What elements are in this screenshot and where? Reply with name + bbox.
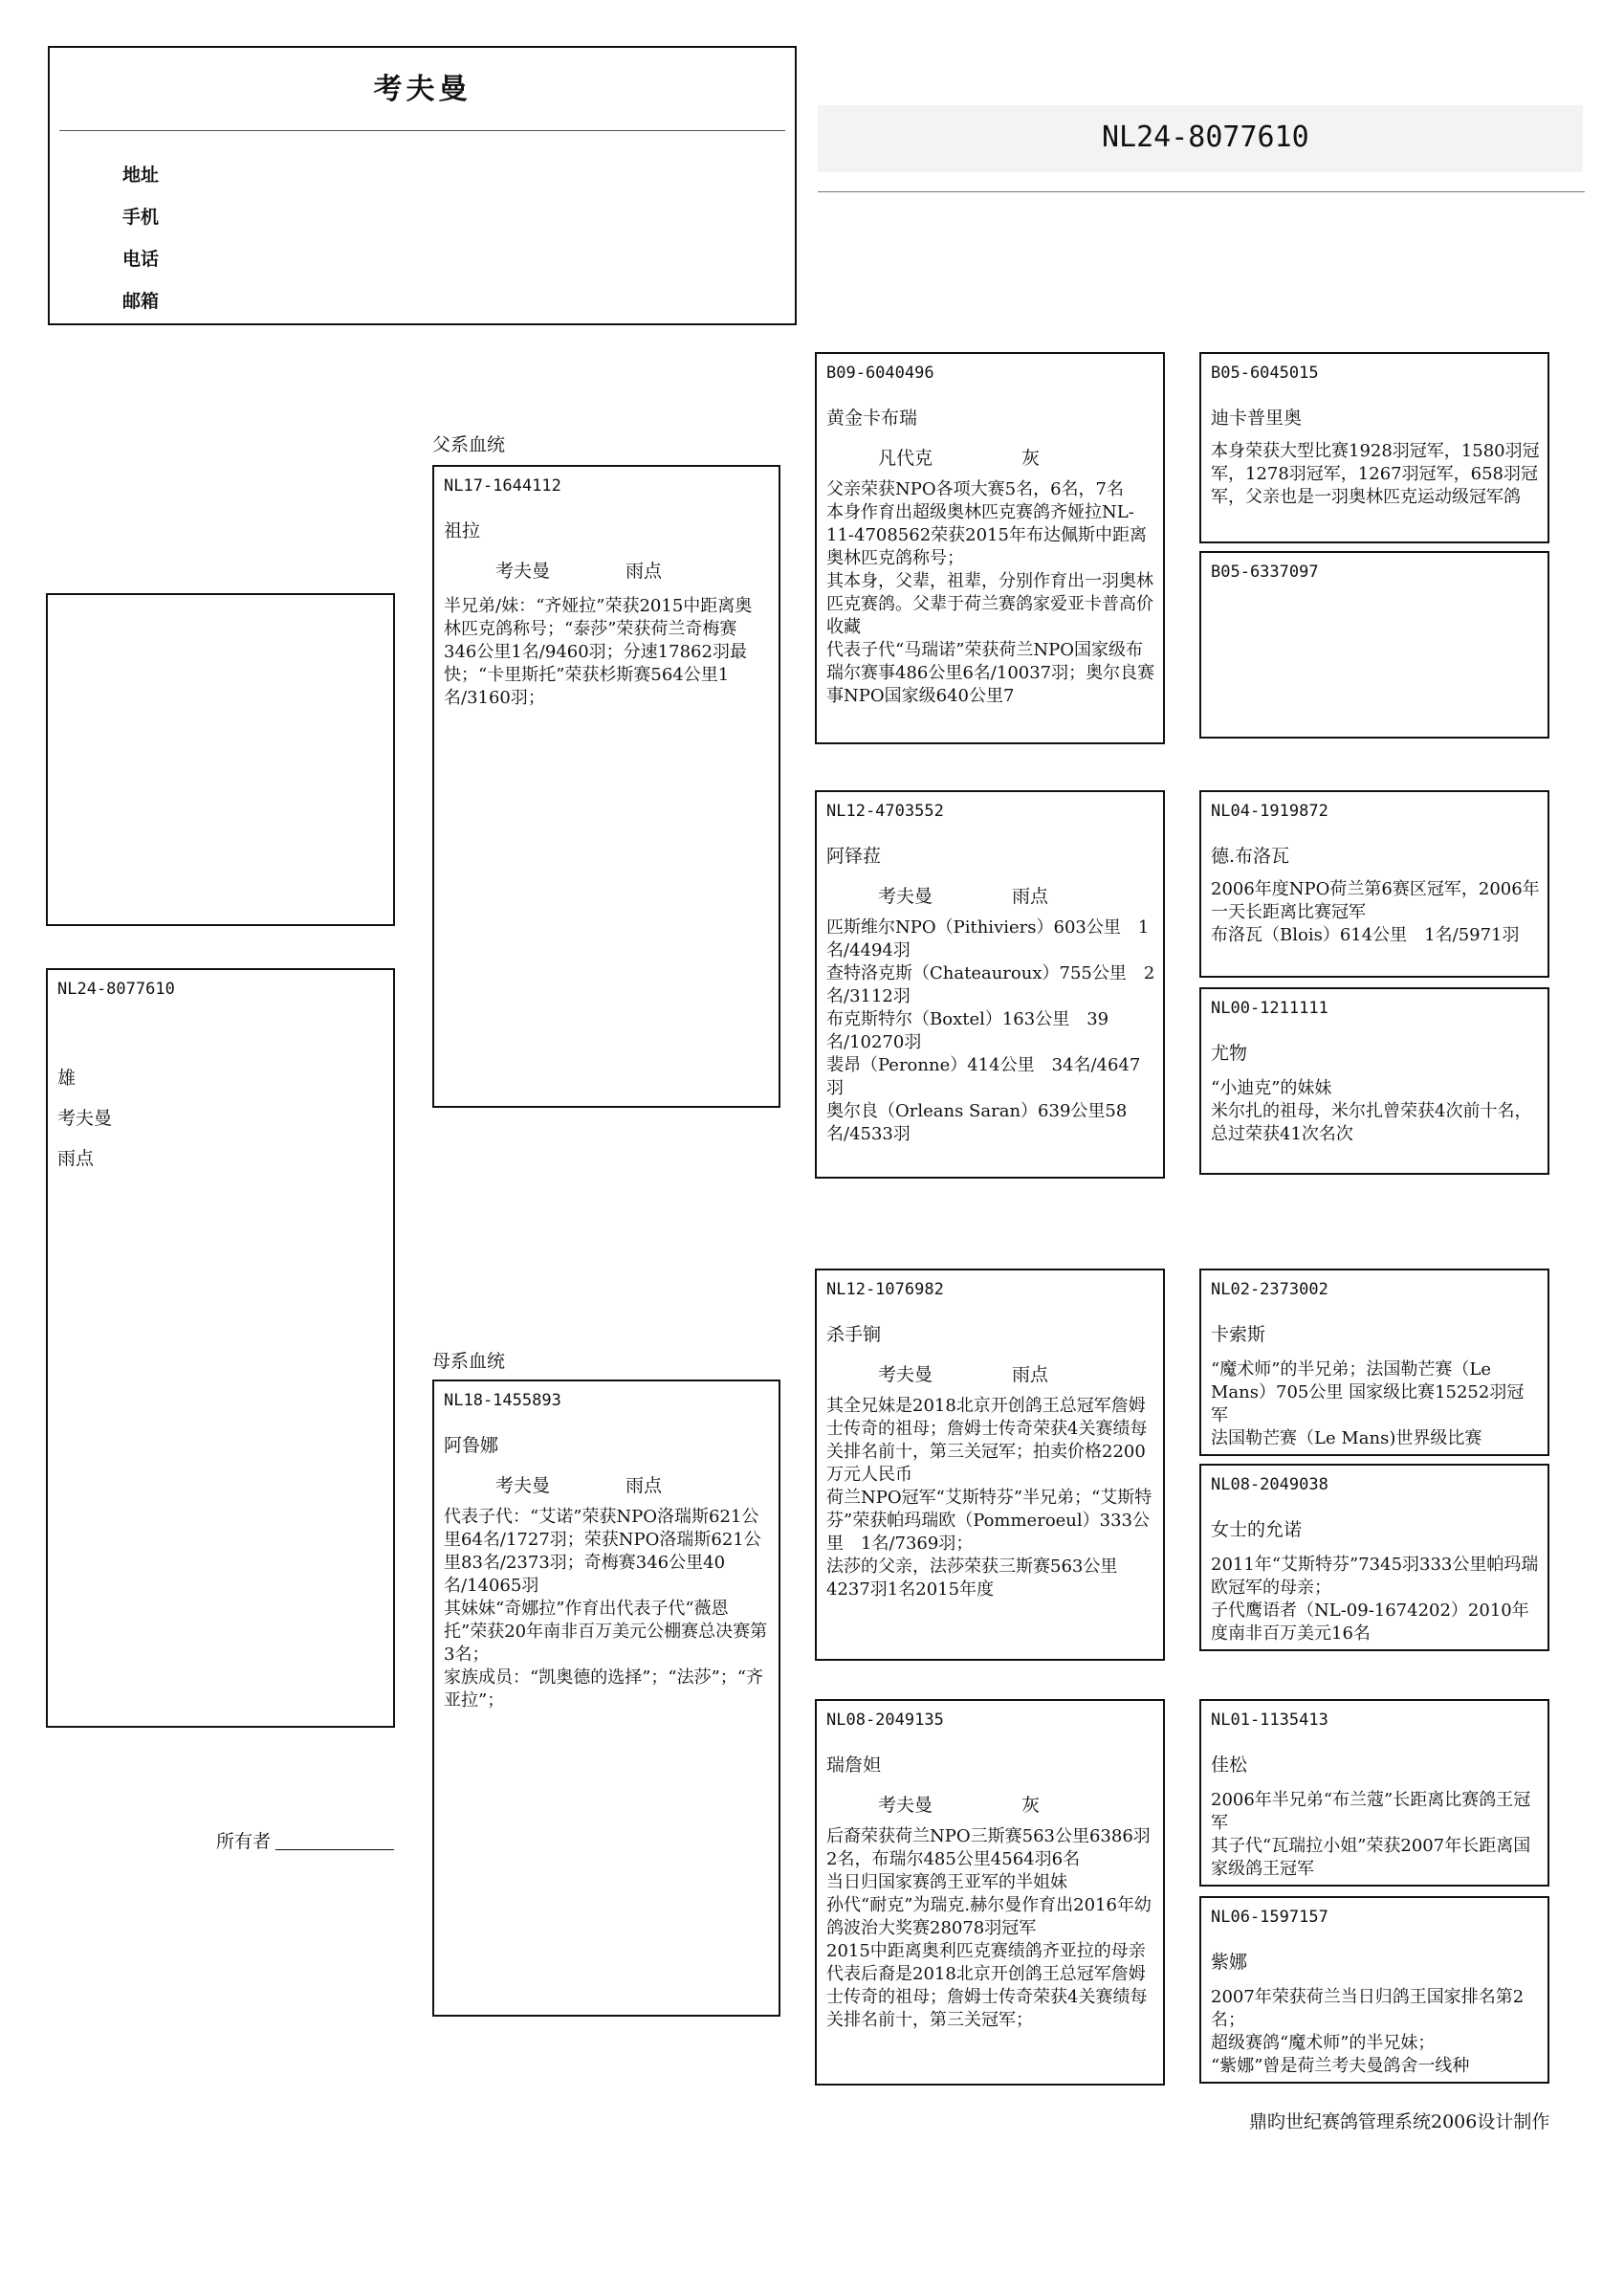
dss-ring: NL02-2373002 — [1211, 1280, 1328, 1299]
sdd-box — [1199, 987, 1549, 1175]
owner-label: 所有者 — [216, 1831, 272, 1852]
ddd-name: 紫娜 — [1211, 1952, 1248, 1973]
sdd-ring: NL00-1211111 — [1211, 999, 1328, 1018]
dam-color: 雨点 — [625, 1475, 663, 1496]
subject-sex: 雄 — [57, 1068, 77, 1089]
dam-sire-strain: 考夫曼 — [878, 1364, 933, 1385]
ddd-box — [1199, 1896, 1549, 2084]
sire-sire-ring: B09-6040496 — [826, 364, 934, 383]
email-label: 邮箱 — [122, 291, 160, 312]
dam-dam-name: 瑞詹妲 — [826, 1755, 882, 1776]
dds-ring: NL01-1135413 — [1211, 1711, 1328, 1730]
sire-dam-description: 匹斯维尔NPO（Pithiviers）603公里 1名/4494羽 查特洛克斯（Chateauroux）755公里 2名/3112羽 布克斯特尔（Boxtel）163公里 39名/10270羽 裴昂（Peronne）414公里 34名/4647羽 奥尔良（Orleans Saran）639公里58名/4533羽 — [826, 917, 1155, 1144]
dds-description: 2006年半兄弟“布兰蔻”长距离比赛鸽王冠军 其子代“瓦瑞拉小姐”荣获2007年长距离国家级鸽王冠军 — [1211, 1790, 1531, 1879]
dsd-name: 女士的允诺 — [1211, 1519, 1303, 1540]
sds-box — [1199, 790, 1549, 978]
pigeon-ring-number: NL24-8077610 — [1102, 121, 1309, 154]
sire-strain: 考夫曼 — [495, 561, 551, 582]
sire-sire-name: 黄金卡布瑞 — [826, 408, 918, 429]
sss-box — [1199, 352, 1549, 543]
sire-name: 祖拉 — [444, 520, 481, 541]
sds-ring: NL04-1919872 — [1211, 802, 1328, 821]
breeder-header-box — [48, 46, 797, 325]
sire-dam-strain: 考夫曼 — [878, 886, 933, 907]
dam-dam-box — [815, 1699, 1165, 2086]
sire-ring: NL17-1644112 — [444, 476, 561, 496]
subject-ring: NL24-8077610 — [57, 980, 175, 999]
dss-box — [1199, 1269, 1549, 1456]
subject-strain: 考夫曼 — [57, 1108, 113, 1129]
sds-description: 2006年度NPO荷兰第6赛区冠军，2006年一天长距离比赛冠军 布洛瓦（Blois）614公里 1名/5971羽 — [1211, 879, 1540, 945]
sss-description: 本身荣获大型比赛1928羽冠军，1580羽冠军，1278羽冠军，1267羽冠军，658羽冠军，父亲也是一羽奥林匹克运动级冠军鸽 — [1211, 441, 1540, 507]
sdd-description: “小迪克”的妹妹 米尔扎的祖母，米尔扎曾荣获4次前十名，总过荣获41次名次 — [1211, 1078, 1532, 1144]
paternal-label: 父系血统 — [432, 434, 506, 455]
dam-dam-color: 灰 — [1021, 1795, 1041, 1816]
sdd-name: 尤物 — [1211, 1043, 1248, 1064]
ddd-description: 2007年荣获荷兰当日归鸽王国家排名第2名； 超级赛鸽“魔术师”的半兄妹； “紫娜”曾是荷兰考夫曼鸽舍一线种 — [1211, 1987, 1525, 2076]
footer-credit: 鼎昀世纪赛鸽管理系统2006设计制作 — [1249, 2111, 1550, 2132]
dam-dam-strain: 考夫曼 — [878, 1795, 933, 1816]
dam-name: 阿鲁娜 — [444, 1435, 499, 1456]
breeder-name: 考夫曼 — [373, 73, 472, 106]
phone-label: 电话 — [122, 249, 160, 270]
dam-sire-ring: NL12-1076982 — [826, 1280, 944, 1299]
mobile-label: 手机 — [122, 207, 160, 228]
dam-sire-name: 杀手锏 — [826, 1324, 882, 1345]
maternal-label: 母系血统 — [432, 1351, 506, 1372]
dsd-ring: NL08-2049038 — [1211, 1475, 1328, 1494]
sire-dam-ring: NL12-4703552 — [826, 802, 944, 821]
sss-name: 迪卡普里奥 — [1211, 408, 1303, 429]
ssd-box — [1199, 551, 1549, 739]
header-divider — [59, 130, 785, 131]
dds-box — [1199, 1699, 1549, 1887]
subject-box — [46, 968, 395, 1728]
dss-name: 卡索斯 — [1211, 1324, 1266, 1345]
sire-description: 半兄弟/妹：“齐娅拉”荣获2015中距离奥林匹克鸽称号；“泰莎”荣获荷兰奇梅赛346公里1名/9460羽；分速17862羽最快；“卡里斯托”荣获杉斯赛564公里1名/3160羽； — [444, 596, 753, 708]
sire-color: 雨点 — [625, 561, 663, 582]
dam-dam-description: 后裔荣获荷兰NPO三斯赛563公里6386羽2名，布瑞尔485公里4564羽6名 当日归国家赛鸽王亚军的半姐妹 孙代“耐克”为瑞克.赫尔曼作育出2016年幼鸽波治大奖赛28078羽冠军 2015中距离奥利匹克赛绩鸽齐亚拉的母亲 代表后裔是2018北京开创鸽王总冠军詹姆士传奇的祖母；詹姆士传奇荣获4关赛绩每关排名前十，第三关冠军； — [826, 1826, 1152, 2030]
sire-sire-description: 父亲荣获NPO各项大赛5名，6名，7名 本身作育出超级奥林匹克赛鸽齐娅拉NL-11-4708562荣获2015年布达佩斯中距离奥林匹克鸽称号； 其本身，父辈，祖辈，分别作育出一羽奥林匹克赛鸽。父辈于荷兰赛鸽家爱亚卡普高价收藏 代表子代“马瑞诺”荣获荷兰NPO国家级布瑞尔赛事486公里6名/10037羽；奥尔良赛事NPO国家级640公里7 — [826, 479, 1155, 706]
sss-ring: B05-6045015 — [1211, 364, 1319, 383]
dam-ring: NL18-1455893 — [444, 1391, 561, 1410]
dam-strain: 考夫曼 — [495, 1475, 551, 1496]
ring-underline — [818, 191, 1585, 192]
ssd-ring: B05-6337097 — [1211, 563, 1319, 582]
sire-dam-box — [815, 790, 1165, 1179]
address-label: 地址 — [122, 165, 160, 186]
photo-box — [46, 593, 395, 926]
ddd-ring: NL06-1597157 — [1211, 1908, 1328, 1927]
sire-box — [432, 465, 780, 1108]
sire-dam-name: 阿铎菈 — [826, 846, 882, 867]
dam-sire-box — [815, 1269, 1165, 1661]
sire-sire-color: 灰 — [1021, 448, 1041, 469]
dsd-box — [1199, 1464, 1549, 1651]
sire-sire-box — [815, 352, 1165, 744]
sire-dam-color: 雨点 — [1012, 886, 1049, 907]
dds-name: 佳松 — [1211, 1755, 1248, 1776]
dss-description: “魔术师”的半兄弟；法国勒芒赛（Le Mans）705公里 国家级比赛15252羽冠军 法国勒芒赛（Le Mans)世界级比赛 — [1211, 1359, 1525, 1448]
sds-name: 德.布洛瓦 — [1211, 846, 1290, 867]
dam-box — [432, 1380, 780, 2017]
owner-line — [275, 1849, 394, 1850]
ssd-description — [1211, 639, 1540, 731]
dam-dam-ring: NL08-2049135 — [826, 1711, 944, 1730]
dam-sire-color: 雨点 — [1012, 1364, 1049, 1385]
dam-description: 代表子代：“艾诺”荣获NPO洛瑞斯621公里64名/1727羽；荣获NPO洛瑞斯621公里83名/2373羽；奇梅赛346公里40名/14065羽 其妹妹“奇娜拉”作育出代表子代“薇恩托”荣获20年南非百万美元公棚赛总决赛第3名； 家族成员：“凯奥德的选择”；“法莎”；“齐亚拉”； — [444, 1507, 768, 1711]
dam-sire-description: 其全兄妹是2018北京开创鸽王总冠军詹姆士传奇的祖母；詹姆士传奇荣获4关赛绩每关排名前十，第三关冠军；拍卖价格2200万元人民币 荷兰NPO冠军“艾斯特芬”半兄弟；“艾斯特芬”荣获帕玛瑞欧（Pommeroeul）333公里 1名/7369羽； 法莎的父亲，法莎荣获三斯赛563公里4237羽1名2015年度 — [826, 1396, 1152, 1600]
dsd-description: 2011年“艾斯特芬”7345羽333公里帕玛瑞欧冠军的母亲； 子代鹰语者（NL-09-1674202）2010年度南非百万美元16名 — [1211, 1555, 1539, 1644]
sire-sire-strain: 凡代克 — [878, 448, 933, 469]
subject-color: 雨点 — [57, 1148, 95, 1169]
